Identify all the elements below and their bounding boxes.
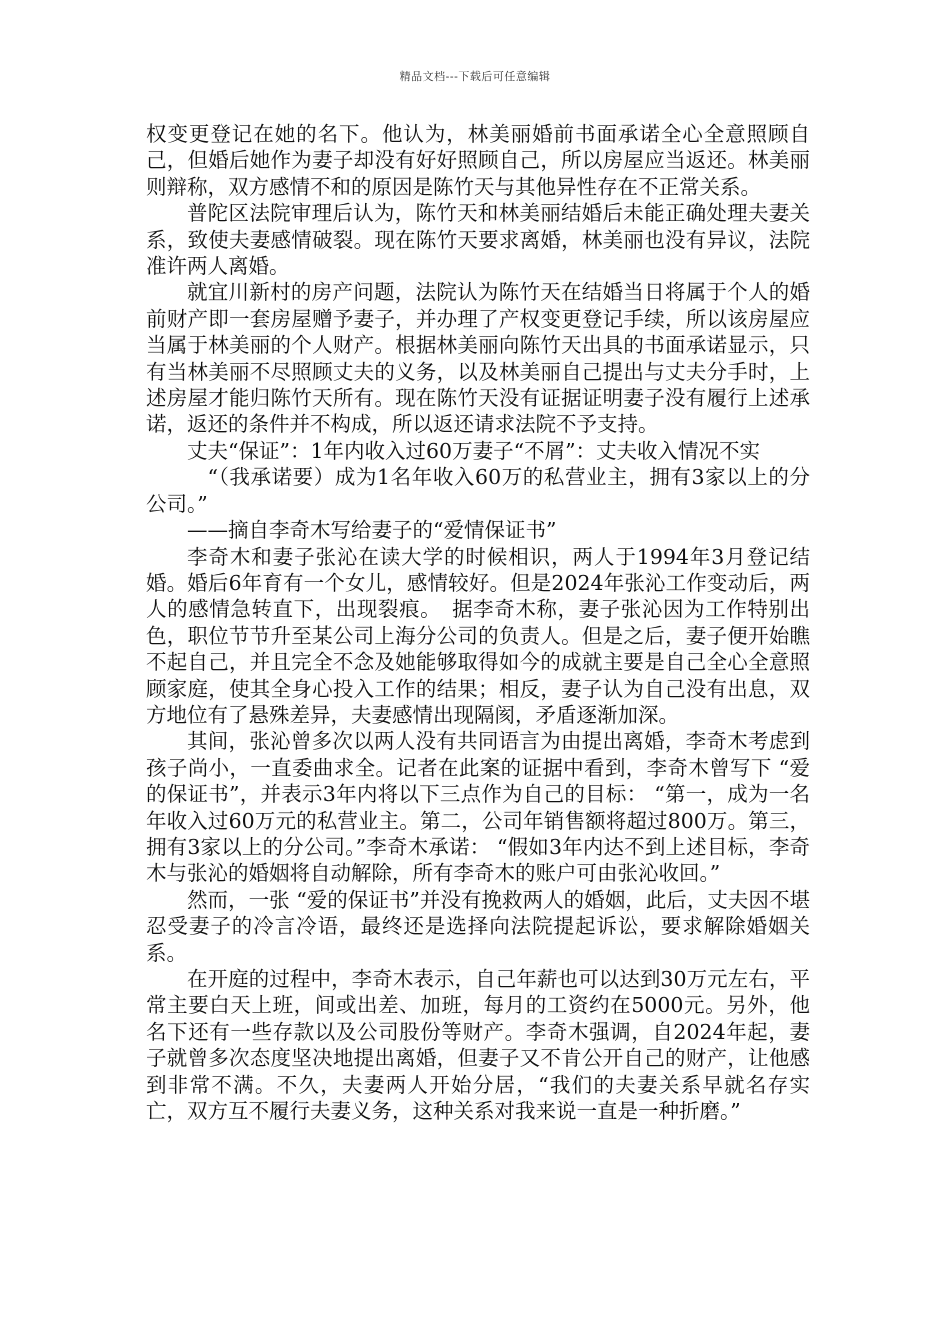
paragraph-continuation: 权变更登记在她的名下。他认为，林美丽婚前书面承诺全心全意照顾自己，但婚后她作为妻子却没有好好照顾自己，所以房屋应当返还。林美丽则辩称，双方感情不和的原因是陈竹天与其他异性存在不正常关系。 <box>146 122 810 199</box>
paragraph-hearing: 在开庭的过程中，李奇木表示，自己年薪也可以达到30万元左右，平常主要白天上班，间或出差、加班，每月的工资约在5000元。另外，他名下还有一些存款以及公司股份等财产。李奇木强调，自2024年起，妻子就曾多次态度坚决地提出离婚，但妻子又不肯公开自己的财产，让他感到非常不满。不久，夫妻两人开始分居，“我们的夫妻关系早就名存实亡，双方互不履行夫妻义务，这种关系对我来说一直是一种折磨。” <box>146 967 810 1124</box>
pledge-quote: “（我承诺要）成为1名年收入60万的私营业主，拥有3家以上的分公司。” <box>146 465 810 516</box>
article-body <box>146 121 810 1124</box>
paragraph-background: 李奇木和妻子张沁在读大学的时候相识，两人于1994年3月登记结婚。婚后6年育有一个女儿，感情较好。但是2024年张沁工作变动后，两人的感情急转直下，出现裂痕。 据李奇木称，妻子张沁因为工作特别出色，职位节节升至某公司上海分公司的负责人。但是之后，妻子便开始瞧不起自己，并且完全不念及她能够取得如今的成就主要是自己全心全意照顾家庭，使其全身心投入工作的结果；相反，妻子认为自己没有出息，双方地位有了悬殊差异，夫妻感情出现隔阂，矛盾逐渐加深。 <box>146 544 810 727</box>
paragraph-court-ruling: 普陀区法院审理后认为，陈竹天和林美丽结婚后未能正确处理夫妻关系，致使夫妻感情破裂。现在陈竹天要求离婚，林美丽也没有异议，法院准许两人离婚。 <box>146 201 810 279</box>
paragraph-property-issue: 就宜川新村的房产问题，法院认为陈竹天在结婚当日将属于个人的婚前财产即一套房屋赠予妻子，并办理了产权变更登记手续，所以该房屋应当属于林美丽的个人财产。根据林美丽向陈竹天出具的书面承诺显示，只有当林美丽不尽照顾丈夫的义务，以及林美丽自己提出与丈夫分手时，上述房屋才能归陈竹天所有。现在陈竹天没有证据证明妻子没有履行上述承诺，返还的条件并不构成，所以返还请求法院不予支持。 <box>146 280 810 437</box>
paragraph-pledge-letter: 其间，张沁曾多次以两人没有共同语言为由提出离婚，李奇木考虑到孩子尚小，一直委曲求全。记者在此案的证据中看到，李奇木曾写下 “爱的保证书”，并表示3年内将以下三点作为自己的目标： “第一，成为一名年收入过60万元的私营业主。第二，公司年销售额将超过800万。第三，拥有3家以上的分公司。”李奇木承诺： “假如3年内达不到上述目标，李奇木与张沁的婚姻将自动解除，所有李奇木的账户可由张沁收回。” <box>146 729 810 886</box>
quote-source: ——摘自李奇木写给妻子的“爱情保证书” <box>187 518 557 543</box>
page-header: 精品文档---下载后可任意编辑 <box>399 70 551 83</box>
section-heading: 丈夫“保证”：1年内收入过60万妻子“不屑”：丈夫收入情况不实 <box>187 438 761 463</box>
paragraph-lawsuit: 然而，一张 “爱的保证书”并没有挽救两人的婚姻，此后，丈夫因不堪忍受妻子的冷言冷语，最终还是选择向法院提起诉讼，要求解除婚姻关系。 <box>146 887 810 965</box>
